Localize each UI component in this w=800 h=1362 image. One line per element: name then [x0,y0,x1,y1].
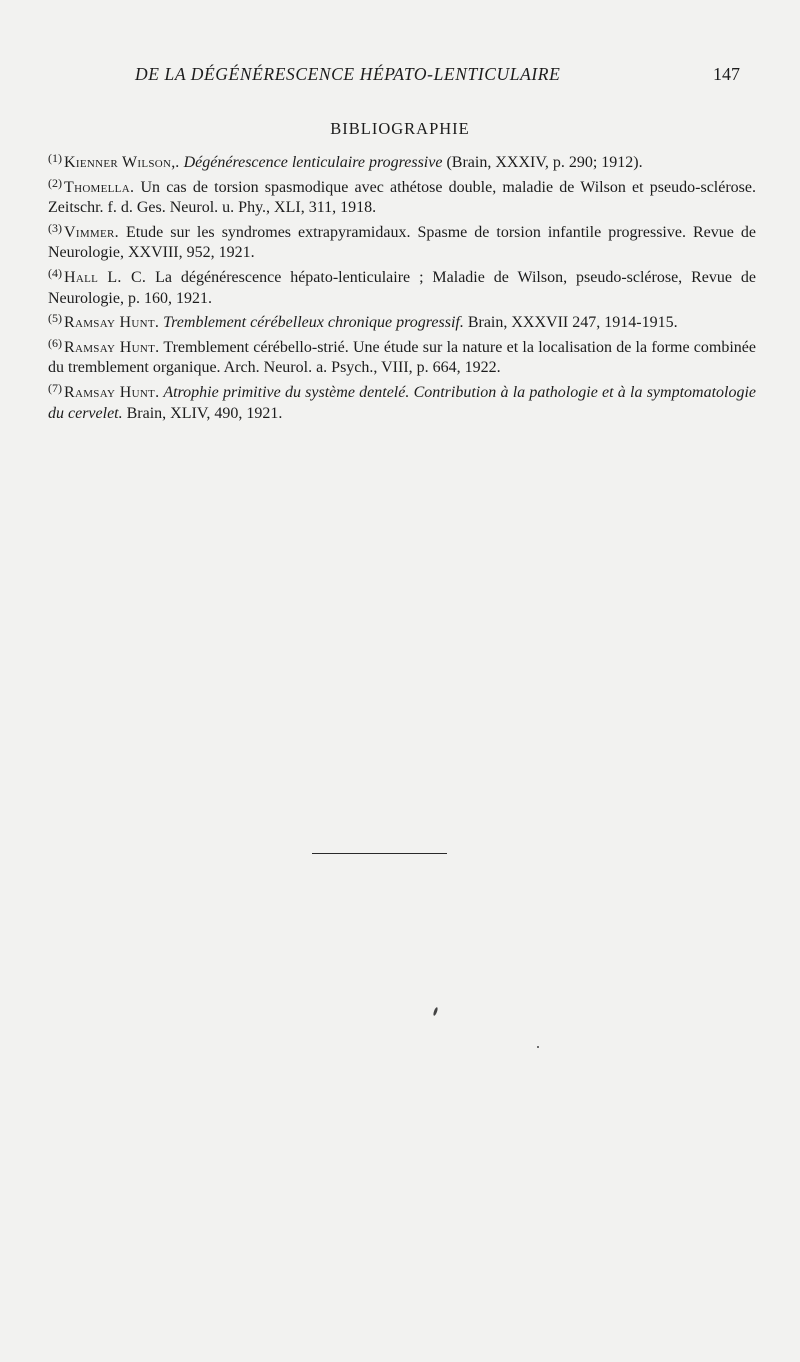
reference-title: Atrophie primitive du système dentelé. Contribution à la pathologie et à la symptomatologie du cervelet. [48,383,757,422]
reference-item [48,313,756,334]
reference-item [48,153,756,174]
reference-author: Ramsay Hunt. [64,338,160,356]
ink-speck [537,1046,539,1048]
reference-item [48,220,756,264]
reference-author: Ramsay Hunt. [64,383,160,401]
reference-details: La dégénérescence hépato-lenticulaire ; Maladie de Wilson, pseudo-sclérose, Revue de Neurologie, p. 160, 1921. [48,268,756,307]
reference-author: Hall L. C. [64,268,147,286]
running-title: DE LA DÉGÉNÉRESCENCE HÉPATO-LENTICULAIRE [135,64,561,84]
reference-author: Ramsay Hunt. [64,314,160,332]
reference-details: Brain, XLIV, 490, 1921. [122,404,283,422]
section-title: BIBLIOGRAPHIE [330,119,470,138]
reference-details: Etude sur les syndromes extrapyramidaux. Spasme de torsion infantile progressive. Revue de Neurologie, XXVIII, 952, 1921. [48,223,756,262]
reference-title: Tremblement cérébelleux chronique progressif. [159,314,464,332]
reference-item [48,335,756,379]
reference-number: (2) [48,175,62,190]
reference-number: (3) [48,220,62,235]
reference-number: (5) [48,311,62,326]
reference-details: Un cas de torsion spasmodique avec athétose double, maladie de Wilson et pseudo-sclérose. Zeitschr. f. d. Ges. Neurol. u. Phy., XLI, 311, 1918. [48,178,756,217]
reference-number: (6) [48,335,62,350]
reference-item [48,265,756,309]
ink-speck [433,1007,439,1016]
reference-details: Tremblement cérébello-strié. Une étude sur la nature et la localisation de la forme combinée du tremblement organique. Arch. Neurol. a. Psych., VIII, p. 664, 1922. [48,338,756,377]
reference-title: . Dégénérescence lenticulaire progressive [175,154,443,171]
reference-number: (4) [48,265,62,280]
reference-number: (7) [48,380,62,395]
reference-details: (Brain, XXXIV, p. 290; 1912). [442,154,643,171]
reference-author: Kienner Wilson, [64,154,176,171]
end-rule [312,853,447,854]
reference-author: Vimmer. [64,223,119,241]
page-number: 147 [713,64,740,84]
reference-author: Thomella. [64,178,135,196]
bibliography-list [48,153,756,428]
reference-number: (1) [48,151,62,165]
reference-item [48,175,756,219]
reference-item [48,380,757,424]
reference-details: Brain, XXXVII 247, 1914-1915. [463,314,678,332]
